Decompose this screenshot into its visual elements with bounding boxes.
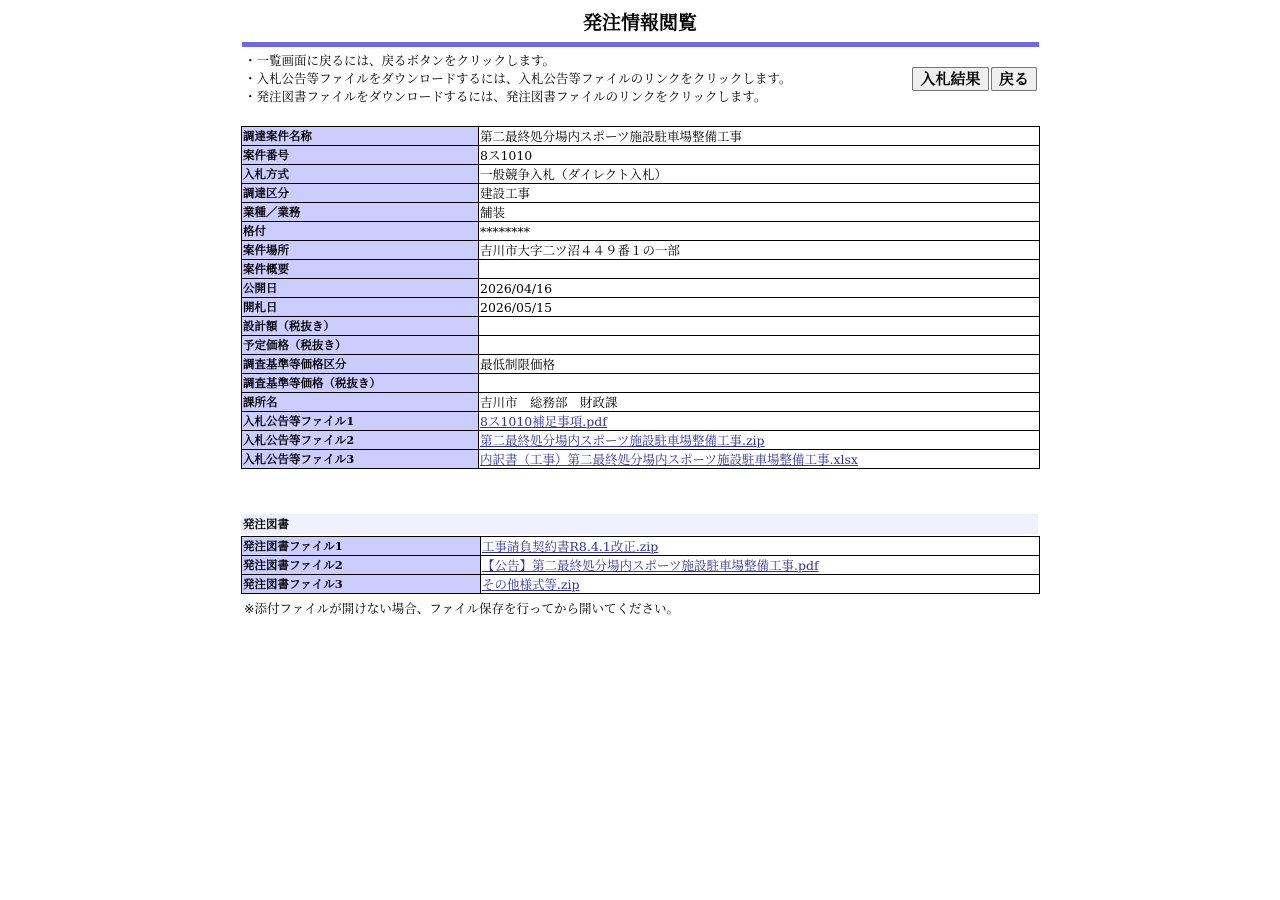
row-label: 案件概要 xyxy=(242,260,479,279)
table-row xyxy=(242,355,1040,374)
row-value: 吉川市大字二ツ沼４４９番１の一部 xyxy=(479,241,1040,260)
drawings-section-header: 発注図書 xyxy=(241,514,1038,534)
attachment-footnote: ※添付ファイルが開けない場合、ファイル保存を行ってから開いてください。 xyxy=(244,601,679,616)
row-label: 入札公告等ファイル1 xyxy=(242,412,479,431)
row-value: 吉川市 総務部 財政課 xyxy=(479,393,1040,412)
table-row xyxy=(242,556,1040,575)
row-label: 入札公告等ファイル3 xyxy=(242,450,479,469)
row-label: 入札方式 xyxy=(242,165,479,184)
table-row xyxy=(242,127,1040,146)
row-label: 発注図書ファイル1 xyxy=(242,537,481,556)
row-label: 調査基準等価格区分 xyxy=(242,355,479,374)
row-value xyxy=(479,412,1040,431)
row-value: 第二最終処分場内スポーツ施設駐車場整備工事 xyxy=(479,127,1040,146)
table-row xyxy=(242,165,1040,184)
bid-results-button[interactable]: 入札結果 xyxy=(912,67,989,91)
table-row xyxy=(242,393,1040,412)
row-value xyxy=(479,260,1040,279)
row-label: 設計額（税抜き） xyxy=(242,317,479,336)
table-row xyxy=(242,279,1040,298)
row-label: 格付 xyxy=(242,222,479,241)
table-row xyxy=(242,222,1040,241)
row-label: 予定価格（税抜き） xyxy=(242,336,479,355)
row-value: 8ス1010 xyxy=(479,146,1040,165)
row-label: 調査基準等価格（税抜き） xyxy=(242,374,479,393)
table-row xyxy=(242,241,1040,260)
table-row xyxy=(242,146,1040,165)
row-value: 2026/04/16 xyxy=(479,279,1040,298)
row-label: 発注図書ファイル3 xyxy=(242,575,481,594)
row-label: 案件番号 xyxy=(242,146,479,165)
row-value: 2026/05/15 xyxy=(479,298,1040,317)
table-row xyxy=(242,537,1040,556)
table-row xyxy=(242,575,1040,594)
row-value: 建設工事 xyxy=(479,184,1040,203)
row-label: 開札日 xyxy=(242,298,479,317)
row-label: 案件場所 xyxy=(242,241,479,260)
drawing-file-link-3[interactable]: その他様式等.zip xyxy=(482,576,580,592)
instruction-item: ・発注図書ファイルをダウンロードするには、発注図書ファイルのリンクをクリックします。 xyxy=(244,89,767,104)
table-row xyxy=(242,317,1040,336)
row-label: 業種／業務 xyxy=(242,203,479,222)
instructions-list xyxy=(244,52,791,106)
page-title: 発注情報閲覧 xyxy=(582,12,697,34)
row-value xyxy=(479,431,1040,450)
table-row xyxy=(242,374,1040,393)
drawing-file-link-1[interactable]: 工事請負契約書R8.4.1改正.zip xyxy=(482,538,659,554)
table-row xyxy=(242,412,1040,431)
row-label: 発注図書ファイル2 xyxy=(242,556,481,575)
row-label: 公開日 xyxy=(242,279,479,298)
table-row xyxy=(242,203,1040,222)
row-value xyxy=(479,317,1040,336)
bid-notice-file-link-3[interactable]: 内訳書（工事）第二最終処分場内スポーツ施設駐車場整備工事.xlsx xyxy=(480,451,858,467)
instruction-item: ・一覧画面に戻るには、戻るボタンをクリックします。 xyxy=(244,53,556,68)
row-value: 最低制限価格 xyxy=(479,355,1040,374)
title-divider xyxy=(242,42,1039,47)
row-value xyxy=(481,575,1040,594)
table-row xyxy=(242,336,1040,355)
bid-notice-file-link-1[interactable]: 8ス1010補足事項.pdf xyxy=(480,413,607,429)
order-details-table xyxy=(241,126,1040,469)
bid-notice-file-link-2[interactable]: 第二最終処分場内スポーツ施設駐車場整備工事.zip xyxy=(480,432,765,448)
row-value xyxy=(479,336,1040,355)
drawings-table xyxy=(241,536,1040,594)
row-value xyxy=(481,556,1040,575)
table-row xyxy=(242,184,1040,203)
row-label: 入札公告等ファイル2 xyxy=(242,431,479,450)
row-value: 一般競争入札（ダイレクト入札） xyxy=(479,165,1040,184)
row-value xyxy=(479,450,1040,469)
table-row xyxy=(242,260,1040,279)
table-row xyxy=(242,298,1040,317)
row-label: 課所名 xyxy=(242,393,479,412)
row-label: 調達案件名称 xyxy=(242,127,479,146)
table-row xyxy=(242,431,1040,450)
row-label: 調達区分 xyxy=(242,184,479,203)
table-row xyxy=(242,450,1040,469)
row-value xyxy=(479,374,1040,393)
row-value: ******** xyxy=(479,222,1040,241)
row-value: 舗装 xyxy=(479,203,1040,222)
drawing-file-link-2[interactable]: 【公告】第二最終処分場内スポーツ施設駐車場整備工事.pdf xyxy=(482,557,819,573)
instruction-item: ・入札公告等ファイルをダウンロードするには、入札公告等ファイルのリンクをクリックします。 xyxy=(244,71,792,86)
back-button[interactable]: 戻る xyxy=(991,67,1037,91)
row-value xyxy=(481,537,1040,556)
